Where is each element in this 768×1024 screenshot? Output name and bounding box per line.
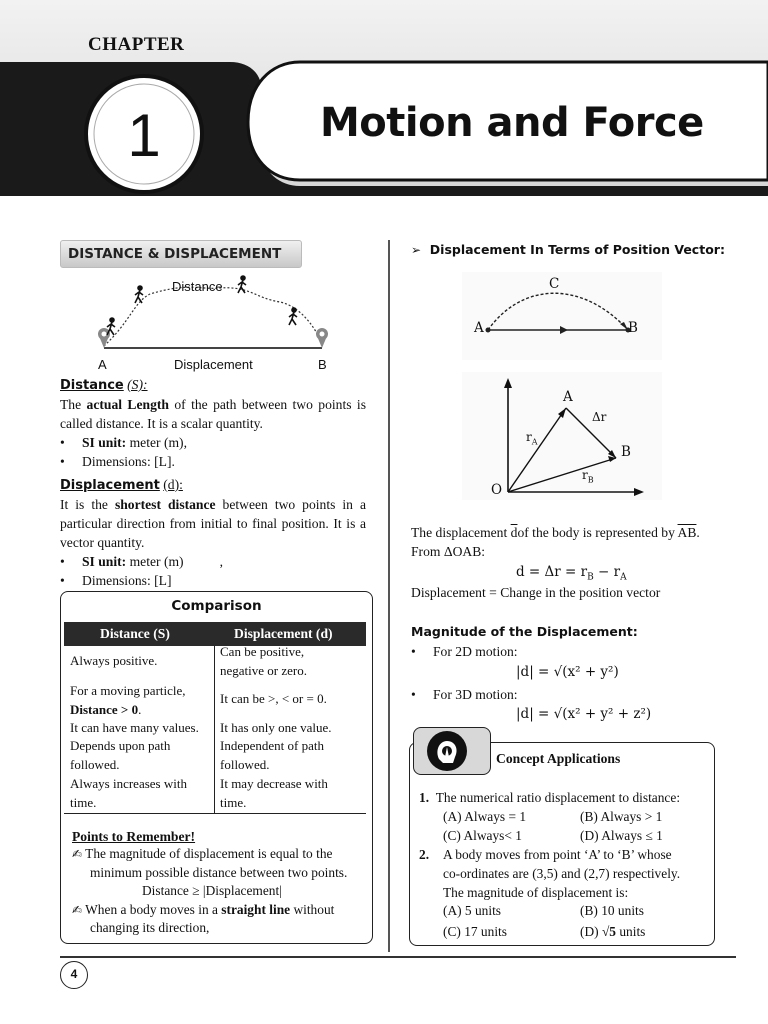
chapter-label: CHAPTER bbox=[88, 34, 185, 55]
q1-option-b: (B) Always > 1 bbox=[580, 809, 663, 824]
displacement-dimensions: • Dimensions: [L] bbox=[60, 571, 366, 590]
displacement-equation: $d = \Delta r = r_B - r_A$ bbox=[516, 564, 627, 583]
question-2: 2. A body moves from point ‘A’ to ‘B’ whose co-ordinates are (3,5) and (2,7) respectively. The magnitude of displacement is: bbox=[419, 847, 681, 900]
q2-option-c: (C) 17 units bbox=[443, 924, 507, 939]
table-divider bbox=[64, 813, 366, 814]
magnitude-3d-equation: |d| = √(x² + y² + z²) bbox=[516, 706, 652, 722]
section-tag: DISTANCE & DISPLACEMENT bbox=[60, 240, 302, 268]
magnitude-list bbox=[411, 685, 711, 704]
figure-point-a: A bbox=[98, 357, 107, 372]
displacement-si-unit: • SI unit: meter (m) , bbox=[60, 552, 366, 571]
table-cell: Depends upon path followed. bbox=[70, 738, 171, 772]
chapter-number: 1 bbox=[127, 102, 161, 169]
table-cell: For a moving particle, Distance > 0. bbox=[70, 683, 186, 717]
fig2-rb: $r_B$ bbox=[582, 468, 594, 485]
distance-symbol: (S): bbox=[127, 377, 148, 392]
table-cell: It has only one value. bbox=[220, 720, 332, 735]
fig2-ra: $r_A$ bbox=[526, 430, 538, 447]
q1-option-a: (A) Always = 1 bbox=[443, 809, 527, 824]
table-cell: Independent of path followed. bbox=[220, 738, 324, 772]
displacement-heading: Displacement bbox=[60, 478, 160, 493]
walking-person-icon bbox=[289, 308, 297, 325]
column-divider bbox=[388, 240, 390, 952]
fig2-point-b: B bbox=[621, 444, 631, 460]
table-cell: It can have many values. bbox=[70, 720, 199, 735]
q2-option-b: (B) 10 units bbox=[580, 903, 644, 918]
fig1-point-b: B bbox=[628, 320, 638, 336]
writing-hand-icon: ✍ bbox=[72, 847, 83, 861]
walking-person-icon bbox=[107, 318, 115, 335]
list-item: • For 2D motion: bbox=[411, 642, 711, 661]
table-cell: It may decrease with time. bbox=[220, 776, 328, 810]
comparison-col1-header: Distance (S) bbox=[100, 626, 170, 641]
displacement-change-text: Displacement = Change in the position vector bbox=[411, 585, 661, 600]
displacement-definition: It is the shortest distance between two points in a particular direction from initial to final position. It is a vector quantity. bbox=[60, 497, 366, 550]
fig2-point-a: A bbox=[563, 389, 573, 405]
figure-point-b: B bbox=[318, 357, 327, 372]
position-vector-heading: ➢ Displacement In Terms of Position Vector: bbox=[411, 242, 725, 257]
displacement-symbol: (d): bbox=[163, 477, 183, 492]
table-cell: Always positive. bbox=[70, 653, 158, 668]
displacement-vector-text: The displacement $\overline{d}of$ the body is represented by $\overline{AB}$. From ΔOAB: bbox=[411, 525, 700, 559]
distance-si-unit: • SI unit: meter (m), bbox=[60, 433, 366, 452]
arrow-bullet-icon: ➢ bbox=[411, 243, 422, 257]
fig1-point-c: C bbox=[549, 276, 560, 292]
walking-person-icon bbox=[135, 286, 143, 303]
path-ab-figure bbox=[462, 272, 662, 360]
fig1-point-a: A bbox=[474, 320, 484, 336]
lightbulb-head-icon bbox=[425, 729, 469, 773]
distance-dimensions: • Dimensions: [L]. bbox=[60, 452, 366, 471]
map-pin-icon bbox=[316, 328, 328, 348]
page-number: 4 bbox=[60, 961, 88, 989]
q2-option-d: (D) √5 units bbox=[580, 924, 646, 939]
figure-displacement-label: Displacement bbox=[174, 357, 253, 372]
q1-option-c: (C) Always< 1 bbox=[443, 828, 522, 843]
magnitude-list bbox=[411, 642, 711, 661]
displacement-section bbox=[60, 475, 366, 590]
comparison-header-row bbox=[64, 622, 366, 646]
q2-option-a: (A) 5 units bbox=[443, 903, 502, 918]
list-item: • For 3D motion: bbox=[411, 685, 711, 704]
points-to-remember-title: Points to Remember! bbox=[72, 829, 196, 844]
points-to-remember-list: ✍ The magnitude of displacement is equal to the minimum possible distance between two points. Distance ≥ |Displacement| ✍ When a body moves in a straight line without changing its direction, bbox=[72, 846, 348, 935]
distance-definition: The actual Length of the path between two points is called distance. It is a scalar quantity. bbox=[60, 397, 366, 431]
fig2-origin-o: O bbox=[491, 482, 503, 498]
table-divider bbox=[214, 646, 215, 813]
magnitude-2d-equation: |d| = √(x² + y²) bbox=[516, 664, 619, 680]
table-cell: Can be positive, negative or zero. bbox=[220, 644, 307, 678]
figure-distance-label: Distance bbox=[172, 279, 223, 294]
chapter-title: Motion and Force bbox=[320, 100, 704, 146]
footer-rule bbox=[60, 956, 736, 958]
position-vector-figure bbox=[462, 372, 662, 500]
writing-hand-icon: ✍ bbox=[72, 902, 83, 917]
table-cell: It can be >, < or = 0. bbox=[220, 691, 327, 706]
concept-applications-title: Concept Applications bbox=[496, 751, 621, 766]
comparison-title: Comparison bbox=[171, 598, 262, 614]
magnitude-heading: Magnitude of the Displacement: bbox=[411, 624, 638, 639]
table-cell: Always increases with time. bbox=[70, 776, 187, 810]
question-1: 1. The numerical ratio displacement to distance: bbox=[419, 790, 681, 805]
distance-heading: Distance bbox=[60, 378, 124, 393]
q1-option-d: (D) Always ≤ 1 bbox=[580, 828, 663, 843]
fig2-delta-r: Δr bbox=[592, 410, 607, 424]
comparison-col2-header: Displacement (d) bbox=[234, 626, 333, 641]
distance-section bbox=[60, 375, 366, 471]
